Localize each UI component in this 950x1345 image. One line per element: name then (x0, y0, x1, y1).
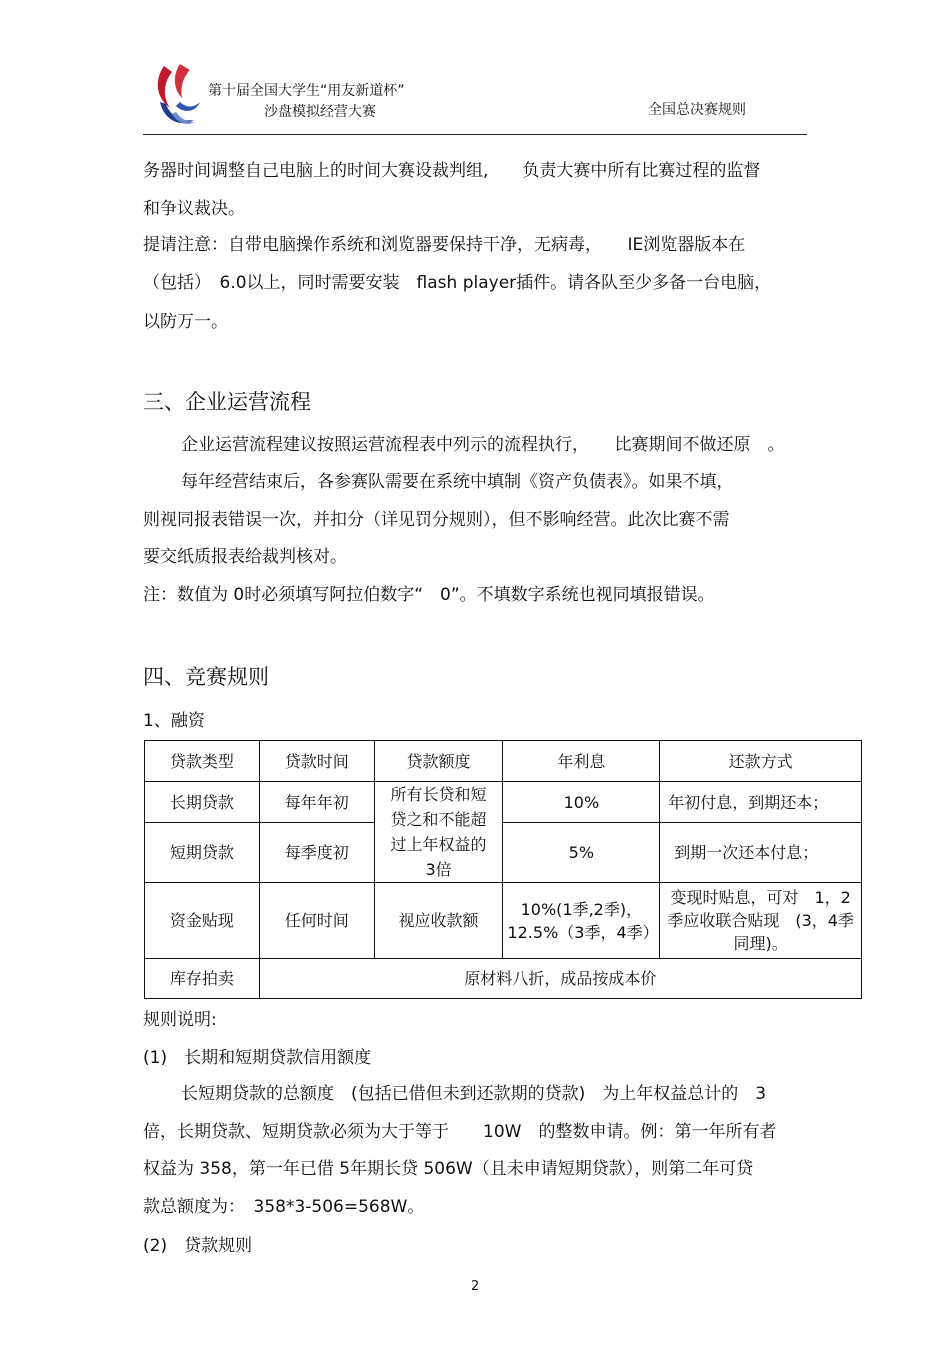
note-1-line-2: 倍，长期贷款、短期贷款必须为大于等于 10W 的整数申请。例：第一年所有者 (143, 1122, 777, 1142)
header-right-title: 全国总决赛规则 (648, 102, 746, 118)
note-1-line-3: 权益为 358，第一年已借 5年期长贷 506W（且未申请短期贷款），则第二年可贷 (143, 1159, 754, 1179)
page-number: 2 (471, 1279, 480, 1294)
table-row-auction (145, 959, 862, 999)
note-2-title: (2) 贷款规则 (143, 1236, 253, 1256)
section3-line-1: 企业运营流程建议按照运营流程表中列示的流程执行， 比赛期间不做还原 。 (181, 435, 785, 455)
section3-heading: 三、企业运营流程 (143, 390, 311, 414)
cell-long-repay: 年初付息，到期还本； (660, 782, 862, 823)
header-logo (150, 62, 206, 132)
header-title-line2: 沙盘模拟经营大赛 (264, 104, 376, 120)
header-loan-quota: 贷款额度 (374, 741, 503, 782)
cell-auction-type: 库存拍卖 (145, 959, 260, 999)
para-line-4: （包括） 6.0以上，同时需要安装 flash player插件。请各队至少多备一台电脑， (143, 273, 772, 293)
cell-long-type: 长期贷款 (145, 782, 260, 823)
para-line-5: 以防万一。 (143, 312, 228, 332)
section3-line-2: 每年经营结束后，各参赛队需要在系统中填制《资产负债表》。如果不填， (181, 472, 734, 492)
table-row-discount (145, 883, 862, 959)
cell-auction-desc: 原材料八折，成品按成本价 (259, 959, 861, 999)
cell-long-time: 每年年初 (259, 782, 374, 823)
table-row-short-loan (145, 823, 862, 883)
cell-disc-rate: 10%(1季,2季)，12.5%（3季，4季） (503, 883, 660, 959)
cell-long-rate: 10% (503, 782, 660, 823)
cell-short-time: 每季度初 (259, 823, 374, 883)
header-loan-type: 贷款类型 (145, 741, 260, 782)
header-title-line1: 第十届全国大学生“用友新道杯” (208, 83, 405, 99)
cell-disc-type: 资金贴现 (145, 883, 260, 959)
cell-disc-time: 任何时间 (259, 883, 374, 959)
note-1-line-4: 款总额度为： 358*3-506=568W。 (143, 1197, 425, 1217)
table-header-row (145, 741, 862, 782)
cell-short-repay: 到期一次还本付息； (660, 823, 862, 883)
cell-disc-repay: 变现时贴息，可对 1，2季应收联合贴现 (3，4季同理)。 (660, 883, 862, 959)
note-1-line-1: 长短期贷款的总额度 (包括已借但未到还款期的贷款) 为上年权益总计的 3 (181, 1084, 767, 1104)
section3-line-3: 则视同报表错误一次，并扣分（详见罚分规则），但不影响经营。此次比赛不需 (143, 510, 730, 530)
financing-subheading: 1、融资 (143, 711, 205, 731)
section4-heading: 四、竞赛规则 (143, 665, 269, 689)
cell-short-type: 短期贷款 (145, 823, 260, 883)
para-line-1: 务器时间调整自己电脑上的时间大赛设裁判组, 负责大赛中所有比赛过程的监督 (143, 161, 761, 181)
section3-line-4: 要交纸质报表给裁判核对。 (143, 547, 347, 567)
header-annual-interest: 年利息 (503, 741, 660, 782)
cell-quota: 所有长贷和短贷之和不能超过上年权益的 3倍 (374, 782, 503, 883)
section3-line-5: 注：数值为 0时必须填写阿拉伯数字“ 0”。不填数字系统也视同填报错误。 (143, 585, 715, 605)
header-repayment: 还款方式 (660, 741, 862, 782)
para-line-3: 提请注意：自带电脑操作系统和浏览器要保持干净，无病毒， IE浏览器版本在 (143, 235, 746, 255)
cell-disc-quota: 视应收款额 (374, 883, 503, 959)
header-rule (143, 134, 807, 135)
cell-short-rate: 5% (503, 823, 660, 883)
financing-table (144, 740, 862, 999)
header-loan-time: 贷款时间 (259, 741, 374, 782)
para-line-2: 和争议裁决。 (143, 199, 245, 219)
table-row-long-loan (145, 782, 862, 823)
rules-notes-title: 规则说明: (143, 1010, 217, 1030)
note-1-title: (1) 长期和短期贷款信用额度 (143, 1048, 372, 1068)
